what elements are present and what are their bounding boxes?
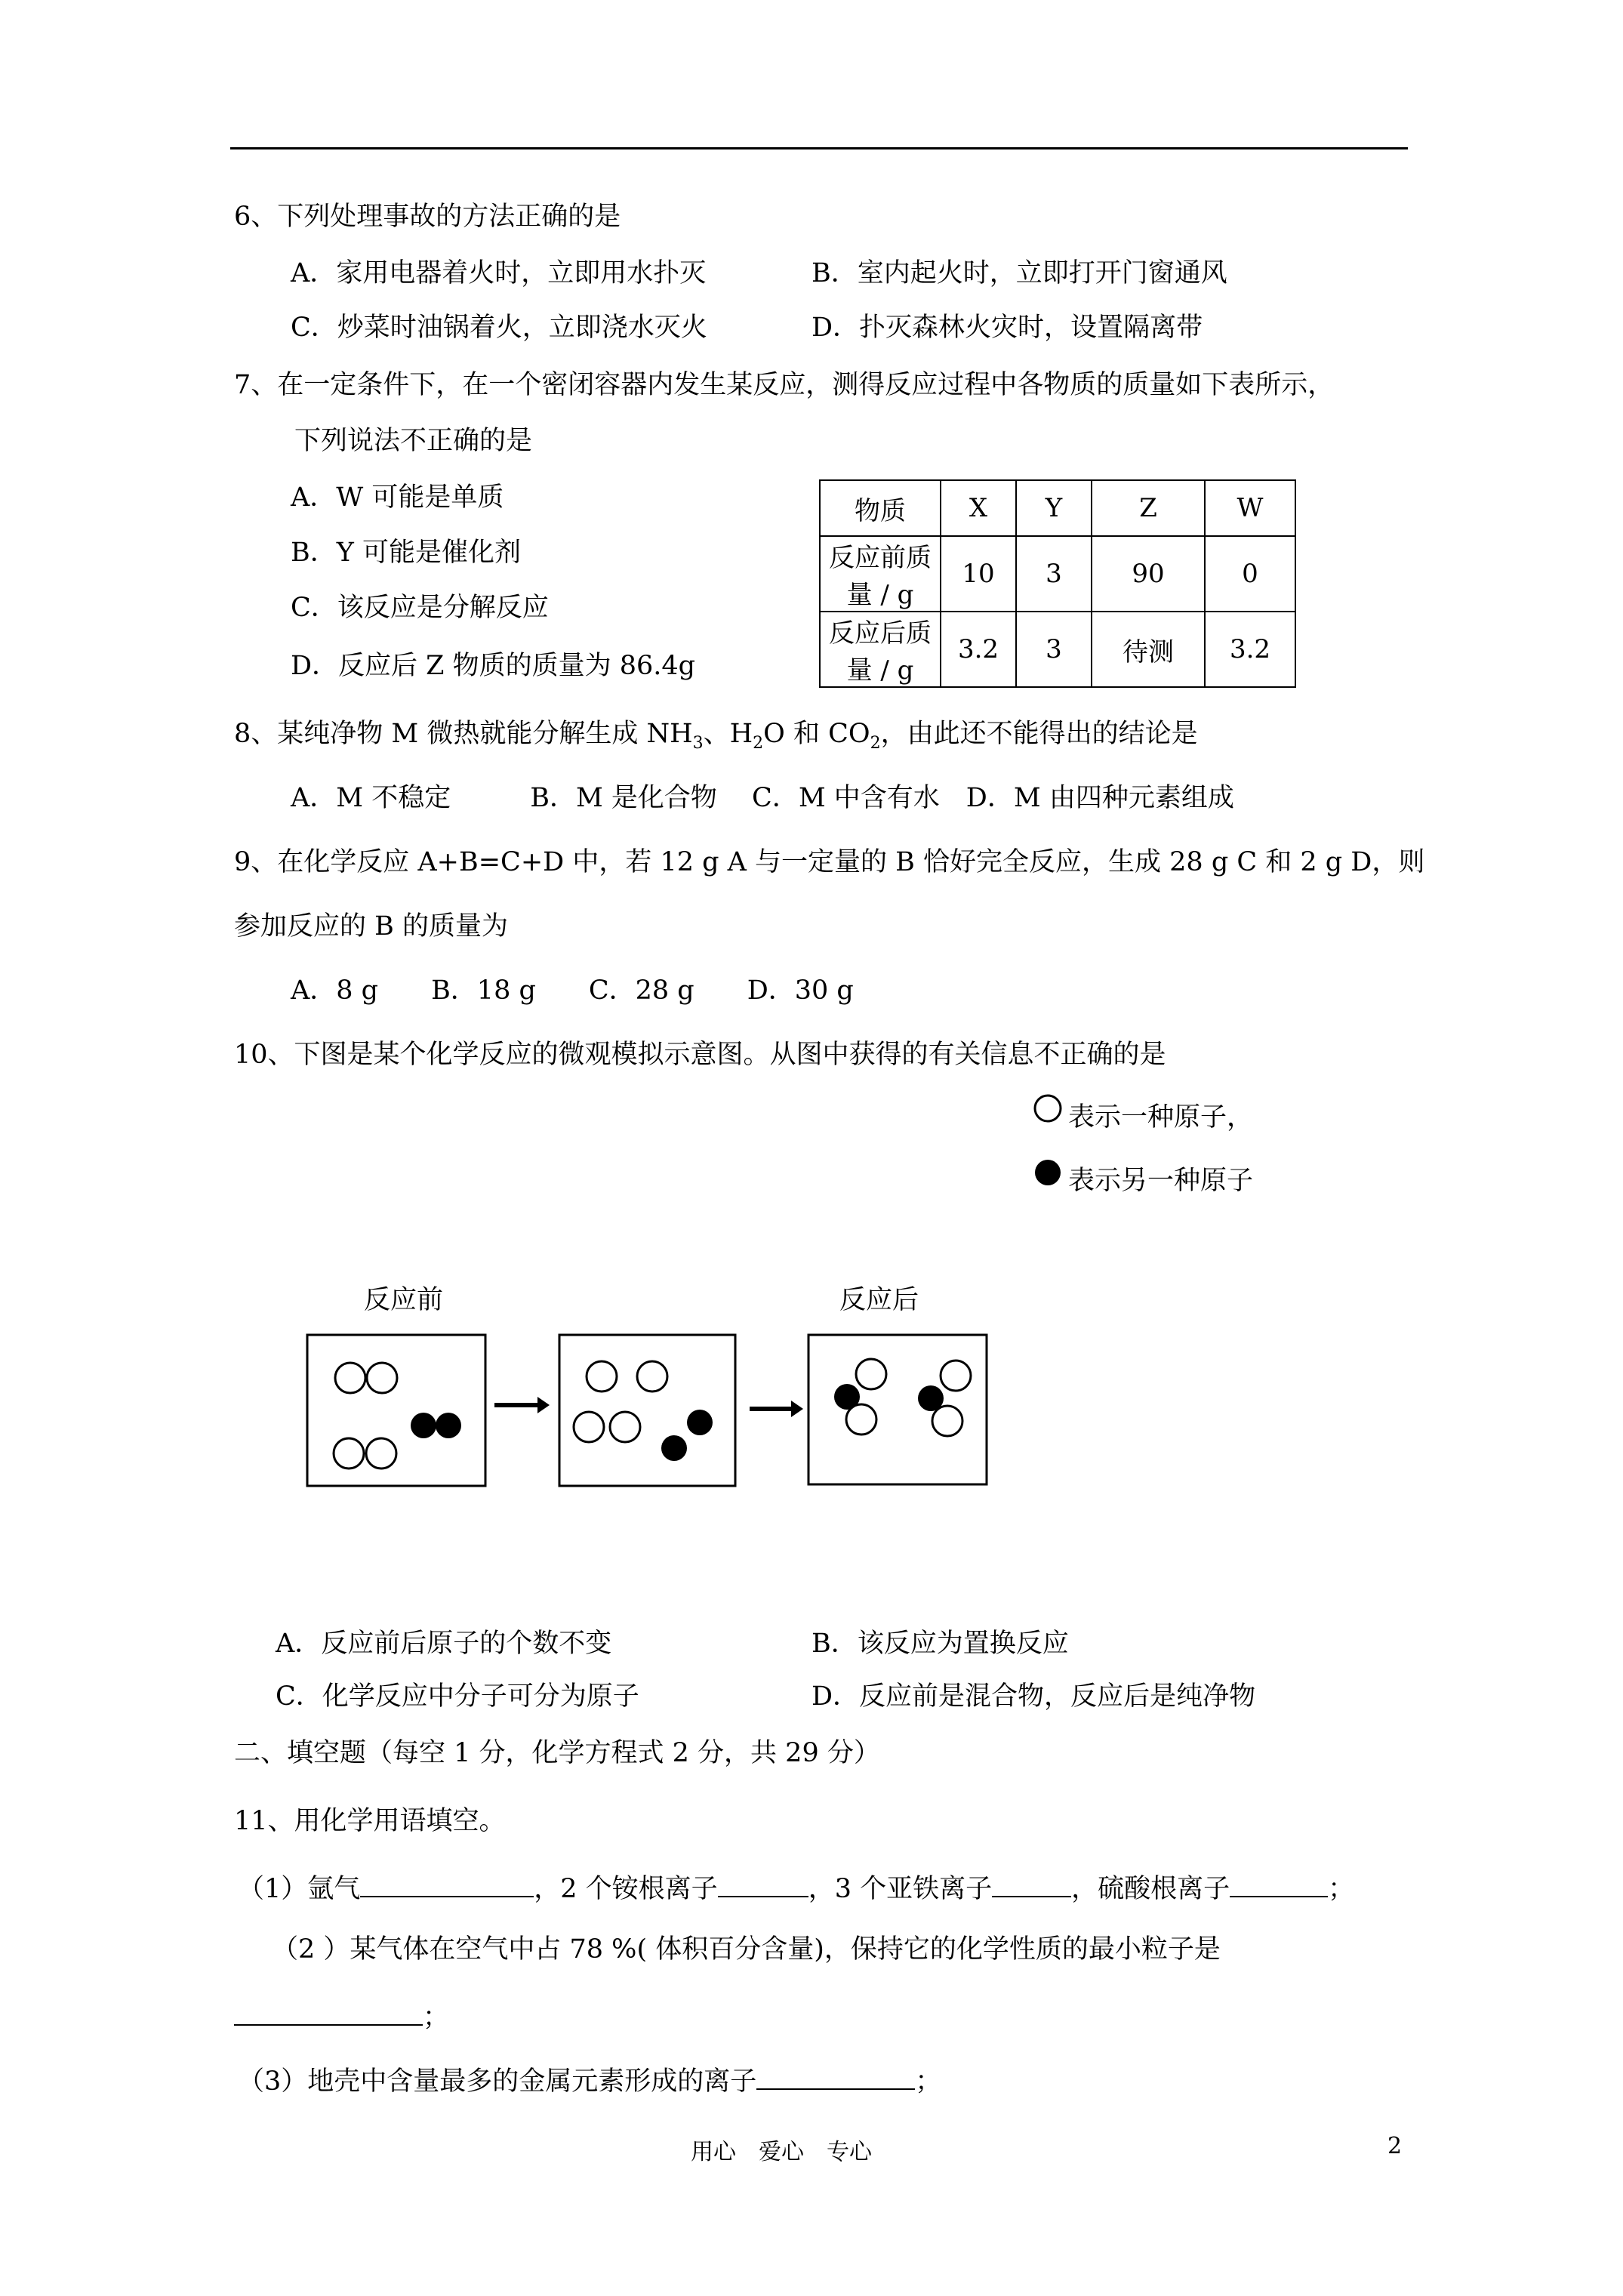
black-atom <box>436 1413 461 1438</box>
q11-line3 <box>234 1997 449 2034</box>
q8-stem-part: O 和 CO <box>763 719 870 749</box>
section2-heading <box>234 1737 880 1770</box>
white-atom <box>366 1438 396 1469</box>
white-atom <box>941 1361 971 1391</box>
q6-option-b: B．室内起火时，立即打开门窗通风 <box>812 258 1227 288</box>
table-cell: 反应前质量 / g <box>820 536 941 612</box>
q8-stem-part: 、H <box>703 719 753 749</box>
arrow-icon <box>537 1397 550 1413</box>
label-after: 反应后 <box>839 1285 919 1315</box>
q8-subscript: 2 <box>753 734 764 753</box>
q8-stem-part: ，由此还不能得出的结论是 <box>880 719 1198 749</box>
section2-note: （每空 1 分，化学方程式 2 分，共 29 分） <box>366 1738 880 1768</box>
answer-blank-ammonium[interactable] <box>718 1869 808 1897</box>
q11-line4 <box>238 2061 941 2098</box>
table-cell: 90 <box>1092 536 1205 612</box>
black-atom <box>411 1413 436 1438</box>
q11-stem: 11、用化学用语填空。 <box>234 1806 506 1836</box>
table-cell: 10 <box>941 536 1016 612</box>
white-atom <box>335 1363 365 1393</box>
table-header-cell: Y <box>1016 480 1092 536</box>
answer-blank-aluminum[interactable] <box>756 2061 915 2090</box>
q10-option-a: A．反应前后原子的个数不变 <box>276 1629 612 1659</box>
answer-blank-ferrous[interactable] <box>992 1869 1071 1897</box>
q9-stem-line1: 9、在化学反应 A+B=C+D 中，若 12 g A 与一定量的 B 恰好完全反应，生成 28 g C 和 2 g D，则 <box>234 847 1425 877</box>
q9-stem-line2: 参加反应的 B 的质量为 <box>234 911 508 942</box>
table-cell: 0 <box>1205 536 1295 612</box>
arrow-icon <box>791 1401 803 1417</box>
q7-stem-line2: 下列说法不正确的是 <box>294 426 533 456</box>
q7-option-d: D．反应后 Z 物质的质量为 86.4g <box>291 651 696 681</box>
black-atom <box>687 1410 713 1435</box>
q6-option-c: C．炒菜时油锅着火，立即浇水灭火 <box>291 313 707 343</box>
white-atom <box>587 1361 617 1391</box>
legend-black-label: 表示另一种原子 <box>1068 1166 1254 1196</box>
page-number: 2 <box>1387 2133 1403 2159</box>
q11-line-end: ； <box>423 2002 450 2032</box>
white-atom <box>574 1412 604 1442</box>
table-header-cell: W <box>1205 480 1295 536</box>
q11-label-ferrous: ，3 个亚铁离子 <box>808 1874 993 1904</box>
table-cell: 3.2 <box>941 612 1016 687</box>
white-atom <box>856 1359 886 1389</box>
white-atom <box>637 1361 667 1391</box>
answer-blank-argon[interactable] <box>360 1869 534 1897</box>
table-header-cell: Z <box>1092 480 1205 536</box>
q10-stem: 10、下图是某个化学反应的微观模拟示意图。从图中获得的有关信息不正确的是 <box>234 1040 1166 1070</box>
reactant-box <box>307 1335 485 1486</box>
q11-line1 <box>238 1869 1354 1906</box>
table-cell: 反应后质量 / g <box>820 612 941 687</box>
q7-option-b: B．Y 可能是催化剂 <box>291 538 521 568</box>
white-atom <box>367 1363 397 1393</box>
table-cell: 3 <box>1016 536 1092 612</box>
q11-label-aluminum: （3）地壳中含量最多的金属元素形成的离子 <box>238 2066 757 2097</box>
footer-motto: 用心 爱心 专心 <box>691 2139 872 2165</box>
table-cell: 3 <box>1016 612 1092 687</box>
answer-blank-nitrogen[interactable] <box>234 1997 423 2026</box>
white-atom <box>932 1406 962 1436</box>
table-cell: 3.2 <box>1205 612 1295 687</box>
q8-options: A．M 不稳定 B．M 是化合物 C．M 中含有水 D．M 由四种元素组成 <box>291 783 1234 813</box>
q7-option-c: C．该反应是分解反应 <box>291 593 549 623</box>
black-atom <box>661 1435 687 1461</box>
q6-option-d: D．扑灭森林火灾时，设置隔离带 <box>812 313 1203 343</box>
table-header-cell: 物质 <box>820 480 941 536</box>
q10-option-d: D．反应前是混合物，反应后是纯净物 <box>812 1681 1256 1712</box>
white-atom <box>610 1412 640 1442</box>
q8-subscript: 2 <box>870 734 881 753</box>
q6-stem: 6、下列处理事故的方法正确的是 <box>234 202 621 232</box>
legend-white-label: 表示一种原子， <box>1068 1102 1254 1133</box>
q9-options: A．8 g B．18 g C．28 g D．30 g <box>291 975 854 1006</box>
black-atom-legend-icon <box>1035 1160 1061 1185</box>
answer-blank-sulfate[interactable] <box>1230 1869 1328 1897</box>
white-atom <box>334 1438 364 1469</box>
q11-line-end: ； <box>1328 1874 1355 1904</box>
section2-title: 二、填空题 <box>234 1738 367 1768</box>
q8-stem-part: 8、某纯净物 M 微热就能分解生成 NH <box>234 719 693 749</box>
table-header-cell: X <box>941 480 1016 536</box>
q11-label-argon: （1）氩气 <box>238 1874 361 1904</box>
q11-line2: （2 ）某气体在空气中占 78 %( 体积百分含量)，保持它的化学性质的最小粒子是 <box>272 1934 1221 1965</box>
label-before: 反应前 <box>364 1285 444 1315</box>
white-atom-legend-icon <box>1035 1096 1061 1121</box>
q11-label-sulfate: ，硫酸根离子 <box>1071 1874 1230 1904</box>
product-box <box>808 1335 987 1484</box>
q7-stem-line1: 7、在一定条件下，在一个密闭容器内发生某反应，测得反应过程中各物质的质量如下表所示， <box>234 370 1335 400</box>
table-cell: 待测 <box>1092 612 1205 687</box>
q8-subscript: 3 <box>692 734 704 753</box>
q6-option-a: A．家用电器着火时，立即用水扑灭 <box>291 258 707 288</box>
black-atom <box>918 1385 944 1411</box>
q7-option-a: A．W 可能是单质 <box>291 482 504 513</box>
q10-option-c: C．化学反应中分子可分为原子 <box>276 1681 639 1712</box>
q11-line-end: ； <box>915 2066 942 2097</box>
q11-label-ammonium: ，2 个铵根离子 <box>534 1874 718 1904</box>
intermediate-box <box>559 1335 735 1486</box>
q10-option-b: B．该反应为置换反应 <box>812 1629 1069 1659</box>
black-atom <box>834 1384 860 1410</box>
